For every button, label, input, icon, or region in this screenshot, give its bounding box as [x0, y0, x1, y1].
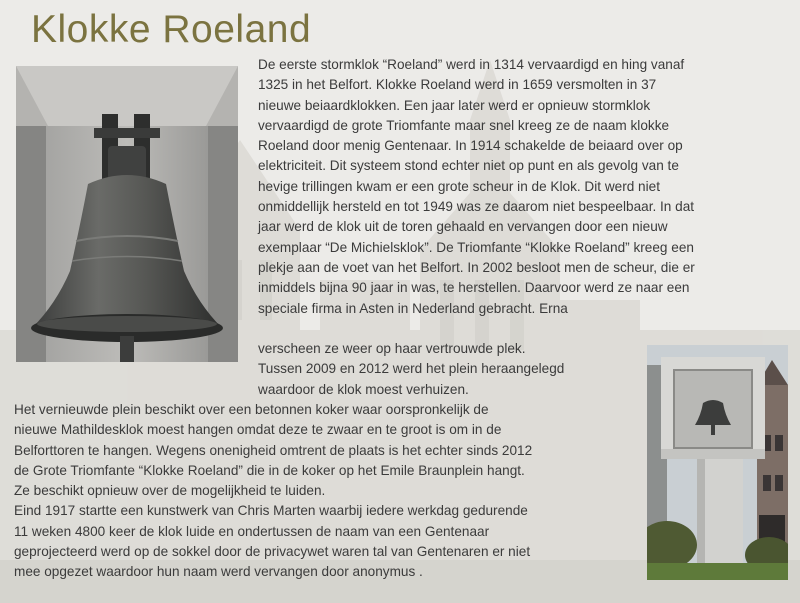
paragraph-history — [258, 55, 695, 319]
text-line: geprojecteerd werd op de sokkel door de privacywet waren tal van Gentenaren er niet — [14, 544, 531, 560]
bell-photo — [16, 66, 238, 362]
text-line: hevige trillingen kwam er een grote scheur in de Klok. Dit werd niet — [258, 178, 660, 194]
text-line: plekje aan de voet van het Belfort. In 2002 besloot men de scheur, die er — [258, 259, 695, 275]
text-line: elektriciteit. Dit systeem stond echter niet op punt en als gevolg van te — [258, 158, 679, 174]
text-line: Het vernieuwde plein beschikt over een betonnen koker waar oorspronkelijk de — [14, 402, 489, 417]
text-line: Eind 1917 startte een kunstwerk van Chris Marten waarbij iedere werkdag gedurende — [14, 503, 528, 519]
text-line: Roeland door menig Gentenaar. In 1914 schakelde de beiaard over op — [258, 138, 683, 154]
text-line: nieuwe Mathildesklok moest hangen omdat deze te zwaar en te groot is om in de — [14, 422, 502, 438]
text-line: exemplaar “De Michielsklok”. De Triomfante “Klokke Roeland” kreeg een — [258, 239, 694, 255]
text-line: Belforttoren te hangen. Wegens onenigheid omtrent de plaats is het echter sinds 2012 — [14, 442, 533, 458]
text-line: 11 weken 4800 keer de klok luide en ondertussen de naam van een Gentenaar — [14, 523, 490, 539]
text-line: de Grote Triomfante “Klokke Roeland” die in de koker op het Emile Braunplein hangt. — [14, 462, 525, 478]
page-title: Klokke Roeland — [31, 8, 312, 51]
text-line: waardoor de klok moest verhuizen. — [258, 381, 469, 397]
text-line: speciale firma in Asten in Nederland gebracht. Erna — [258, 300, 568, 316]
paragraph-current — [14, 400, 532, 583]
text-line: Ze beschikt opnieuw over de mogelijkheid te luiden. — [14, 483, 326, 499]
text-line: mee opgezet waardoor hun naam werd vervangen door anonymus . — [14, 564, 423, 580]
paragraph-relocation — [258, 339, 564, 400]
text-line: verscheen ze weer op haar vertrouwde plek. — [258, 341, 526, 356]
text-line: nieuwe beiaardklokken. Een jaar later werd er opnieuw stormklok — [258, 97, 651, 113]
text-line: Tussen 2009 en 2012 werd het plein heraangelegd — [258, 361, 565, 377]
bell-tower-photo — [647, 345, 788, 580]
text-line: jaar werd de klok uit de toren gehaald en vervangen door een nieuw — [258, 219, 668, 235]
text-line: vervaardigd de grote Triomfante maar snel kreeg ze de naam klokke — [258, 117, 670, 133]
text-line: De eerste stormklok “Roeland” werd in 1314 vervaardigd en hing vanaf — [258, 57, 685, 72]
text-line: onmiddellijk hersteld en tot 1949 was ze daarom niet bespeelbaar. In dat — [258, 199, 695, 215]
text-line: 1325 in het Belfort. Klokke Roeland werd in 1659 versmolten in 37 — [258, 77, 657, 93]
text-line: inmiddels bijna 90 jaar in was, te herstellen. Daarvoor werd ze naar een — [258, 280, 690, 296]
